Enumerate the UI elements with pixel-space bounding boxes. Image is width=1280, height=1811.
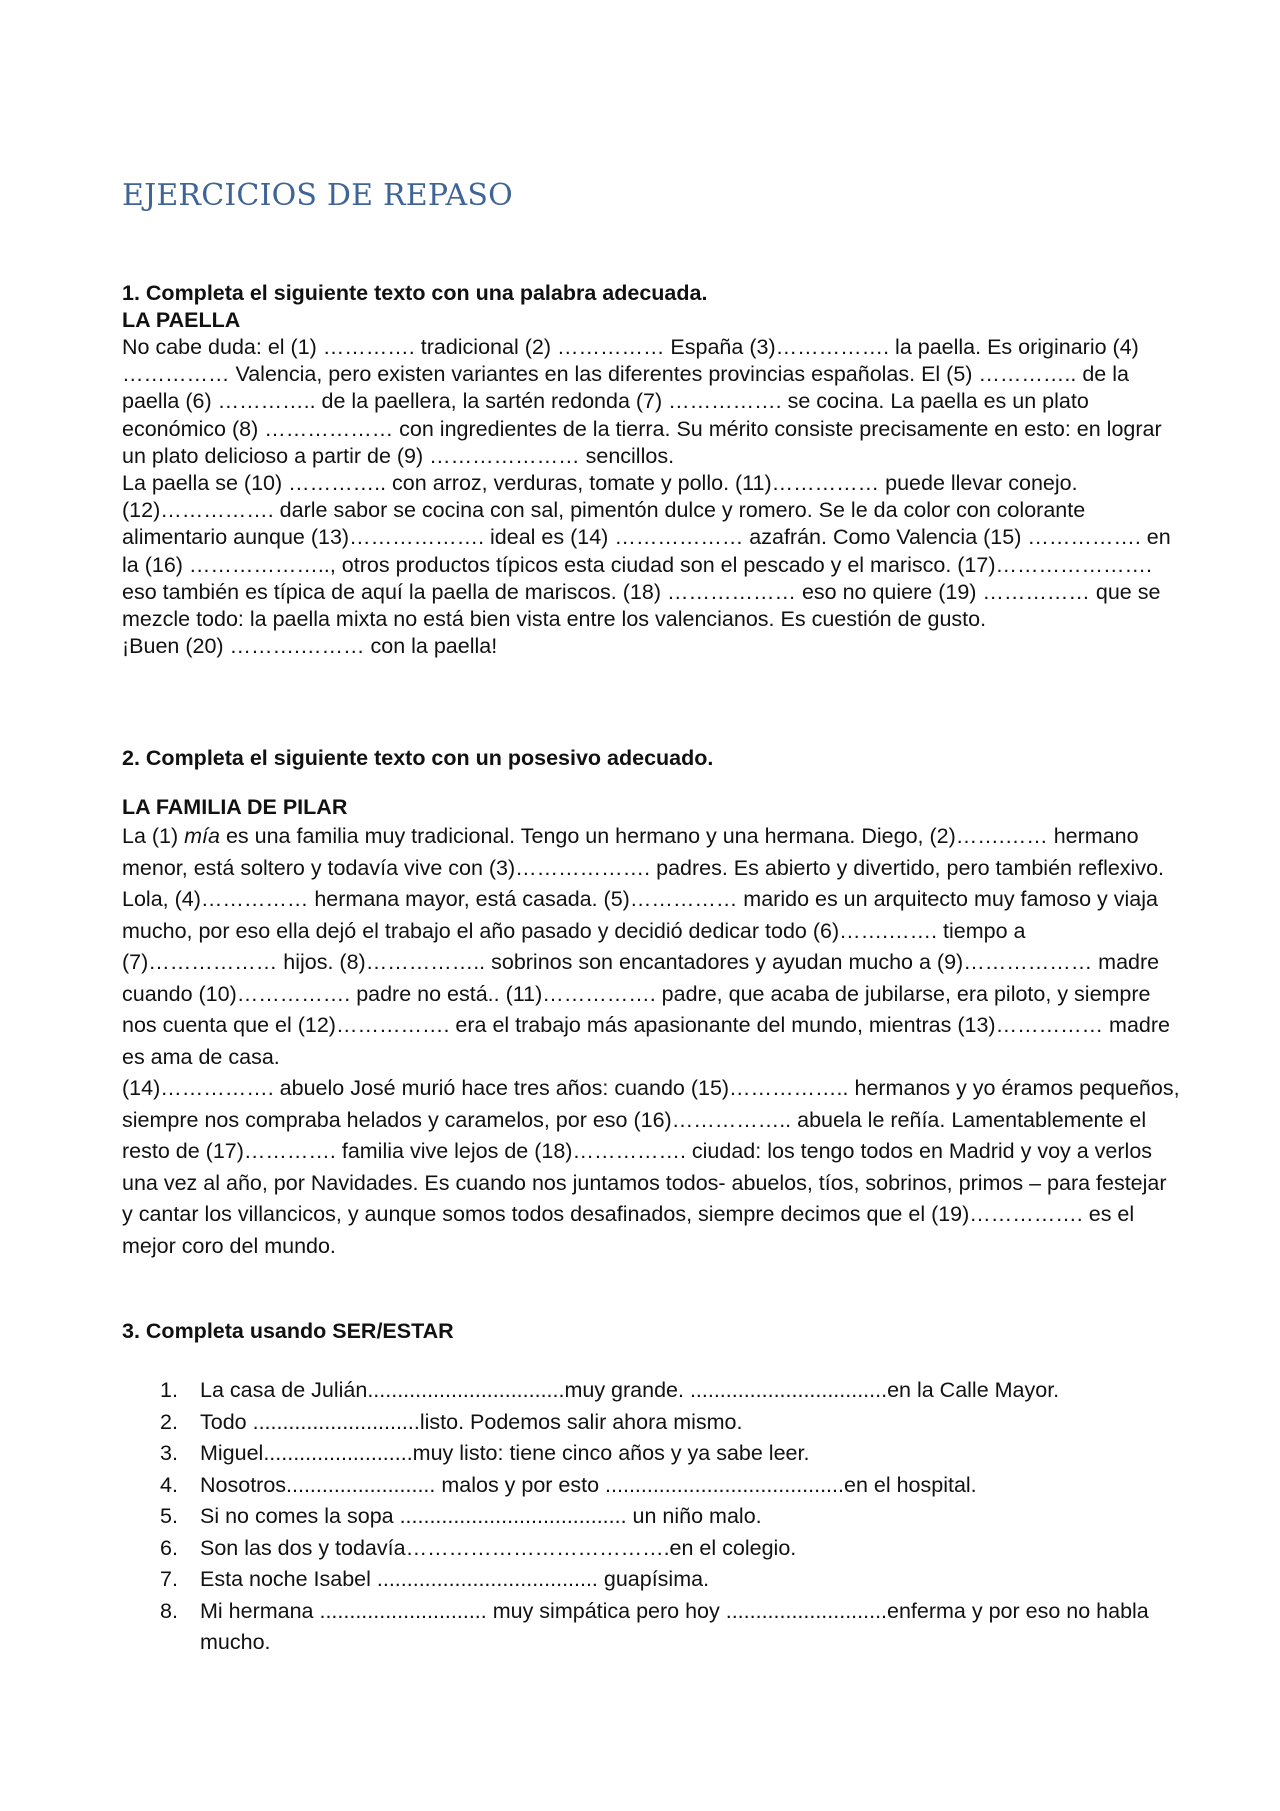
item-number: 6. xyxy=(160,1535,178,1560)
exercise-2-paragraph xyxy=(122,821,1182,1073)
exercise-3-heading: 3. Completa usando SER/ESTAR xyxy=(122,1319,454,1343)
list-item xyxy=(122,1407,1182,1439)
exercise-1-heading: 1. Completa el siguiente texto con una palabra adecuada. xyxy=(122,281,708,305)
exercise-1-paragraph: La paella se (10) ………….. con arroz, verduras, tomate y pollo. (11)…………… puede llevar conejo. (12)……………. darle sabor se cocina con sal, pimentón dulce y romero. Se le da color con colorante alimentario aunque (13)………………. ideal es (14) ……………… azafrán. Como Valencia (15) ……………. en la (16) ……………….., otros productos típicos esta ciudad son el pescado y el marisco. (17)…………………. eso también es típica de aquí la paella de mariscos. (18) ……………… eso no quiere (19) …………… que se mezcle todo: la paella mixta no está bien vista entre los valencianos. Es cuestión de gusto. xyxy=(122,471,1171,632)
item-text: Esta noche Isabel ..................................... guapísima. xyxy=(200,1567,710,1591)
item-number: 2. xyxy=(160,1409,178,1434)
list-item xyxy=(122,1470,1182,1502)
exercise-1-subheading: LA PAELLA xyxy=(122,308,241,332)
exercise-1-paragraph: No cabe duda: el (1) …………. tradicional (2) …………… España (3)……………. la paella. Es originario (4) …………… Valencia, pero existen variantes en las diferentes provincias españolas. El (5) ………….. de la paella (6) ………….. de la paellera, la sartén redonda (7) ……………. se cocina. La paella es un plato económico (8) ……………… con ingredientes de la tierra. Su mérito consiste precisamente en esto: en lograr un plato delicioso a partir de (9) ………………… sencillos. xyxy=(122,335,1162,468)
item-number: 8. xyxy=(160,1598,178,1623)
item-text: La casa de Julián.................................muy grande. .................................en la Calle Mayor. xyxy=(200,1378,1060,1402)
paragraph-text: La (1) xyxy=(122,824,185,848)
exercise-3 xyxy=(122,1318,1182,1659)
item-text: Si no comes la sopa ...................................... un niño malo. xyxy=(200,1504,762,1528)
exercise-2 xyxy=(122,745,1182,1262)
item-text: Miguel.........................muy listo: tiene cinco años y ya sabe leer. xyxy=(200,1441,810,1465)
item-number: 7. xyxy=(160,1567,178,1591)
item-number: 4. xyxy=(160,1472,178,1497)
item-number: 1. xyxy=(160,1378,178,1402)
page-title: EJERCICIOS DE REPASO xyxy=(122,178,513,213)
list-item xyxy=(122,1564,1182,1596)
list-item xyxy=(122,1438,1182,1470)
list-item xyxy=(122,1596,1182,1659)
list-item xyxy=(122,1501,1182,1533)
list-item xyxy=(122,1533,1182,1565)
exercise-3-list xyxy=(122,1375,1182,1659)
item-number: 3. xyxy=(160,1441,178,1465)
exercise-2-paragraph: (14)……………. abuelo José murió hace tres años: cuando (15)…………….. hermanos y yo éramos pequeños, siempre nos compraba helados y caramelos, por eso (16)…………….. abuela le reñía. Lamentablemente el resto de (17)…………. familia vive lejos de (18)……………. ciudad: los tengo todos en Madrid y voy a verlos una vez al año, por Navidades. Es cuando nos juntamos todos- abuelos, tíos, sobrinos, primos – para festejar y cantar los villancicos, y aunque somos todos desafinados, siempre decimos que el (19)……………. es el mejor coro del mundo. xyxy=(122,1076,1180,1258)
item-text: Son las dos y todavía……………………………….en el colegio. xyxy=(200,1535,797,1560)
item-text: Nosotros......................... malos y por esto ........................................en el hospital. xyxy=(200,1472,977,1497)
example-answer: mía xyxy=(184,824,220,848)
item-number: 5. xyxy=(160,1504,178,1528)
exercise-1-paragraph: ¡Buen (20) ……….……… con la paella! xyxy=(122,634,498,659)
exercise-2-subheading: LA FAMILIA DE PILAR xyxy=(122,795,348,819)
item-text: Todo ............................listo. Podemos salir ahora mismo. xyxy=(200,1409,743,1434)
paragraph-text: es una familia muy tradicional. Tengo un hermano y una hermana. Diego, (2)…….…… hermano menor, está soltero y todavía vive con (3)………………. padres. Es abierto y divertido, pero también reflexivo. Lola, (4)…………… hermana mayor, está casada. (5)…………… marido es un arquitecto muy famoso y viaja mucho, por eso ella dejó el trabajo el año pasado y decidió dedicar todo (6)…….……. tiempo a (7)……………… hijos. (8)…………….. sobrinos son encantadores y ayudan mucho a (9)……………… madre cuando (10)……………. padre no está.. (11)……………. padre, que acaba de jubilarse, era piloto, y siempre nos cuenta que el (12)……………. era el trabajo más apasionante del mundo, mientras (13)…………… madre es ama de casa. xyxy=(122,824,1170,1069)
exercise-2-heading: 2. Completa el siguiente texto con un posesivo adecuado. xyxy=(122,746,714,770)
item-text: Mi hermana ............................ muy simpática pero hoy ...........................enferma y por eso no habla mucho. xyxy=(200,1598,1149,1654)
list-item xyxy=(122,1375,1182,1407)
exercise-1 xyxy=(122,280,1182,660)
